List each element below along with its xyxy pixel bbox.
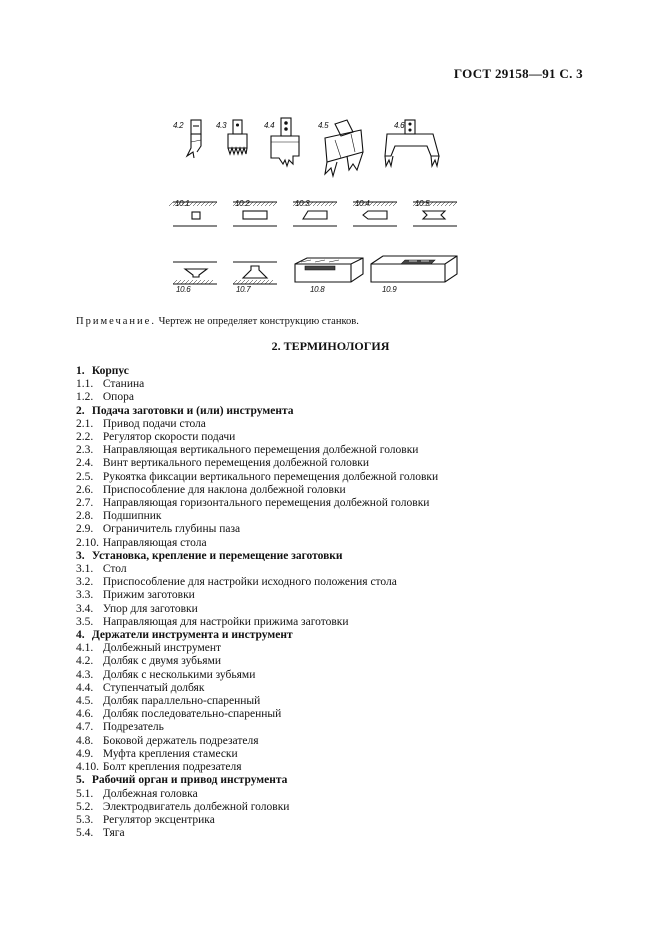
term-text: Корпус: [91, 365, 129, 377]
term-number: 2.4.: [76, 457, 94, 470]
term-number: 5.: [76, 774, 85, 787]
figure-note: [76, 316, 359, 327]
term-item: [76, 616, 576, 629]
term-text: Ступенчатый долбяк: [102, 681, 205, 694]
term-number: 4.4.: [76, 681, 94, 694]
term-number: 3.5.: [76, 615, 94, 628]
term-item: [76, 471, 576, 484]
term-number: 4.8.: [76, 734, 94, 747]
term-item: [76, 523, 576, 536]
term-item: [76, 510, 576, 523]
term-number: 2.1.: [76, 417, 94, 430]
term-item: [76, 695, 576, 708]
term-section-heading: [76, 550, 576, 563]
tool-label-4-6: 4.6: [394, 121, 405, 130]
term-text: Приспособление для настройки исходного положения стола: [102, 576, 397, 589]
term-text: Прижим заготовки: [102, 589, 195, 602]
term-item: [76, 642, 576, 655]
tool-4-4-drawing: [271, 118, 299, 166]
slot-10-6-drawing: [173, 262, 217, 284]
term-text: Направляющая стола: [102, 536, 207, 549]
slot-label-10-9: 10.9: [382, 285, 397, 294]
term-number: 2.7.: [76, 497, 94, 510]
slot-label-10-5: 10.5: [415, 199, 430, 208]
term-number: 2.6.: [76, 483, 94, 496]
tool-figure: [165, 112, 465, 302]
tool-4-2-drawing: [187, 120, 201, 158]
term-number: 4.9.: [76, 747, 94, 760]
term-text: Ограничитель глубины паза: [102, 523, 241, 536]
term-section-heading: [76, 629, 576, 642]
term-text: Опора: [102, 391, 134, 404]
term-text: Направляющая для настройки прижима заготовки: [102, 615, 349, 628]
term-item: [76, 563, 576, 576]
term-text: Болт крепления подрезателя: [102, 761, 242, 774]
term-item: [76, 801, 576, 814]
term-number: 4.6.: [76, 708, 94, 721]
term-item: [76, 497, 576, 510]
slot-row-1: [169, 199, 457, 226]
term-item: [76, 457, 576, 470]
term-text: Долбяк с двумя зубьями: [102, 655, 221, 668]
slot-10-9-drawing: [371, 256, 457, 282]
term-number: 4.: [76, 629, 85, 642]
term-number: 1.2.: [76, 391, 94, 404]
term-text: Долбежная головка: [102, 787, 198, 800]
tool-label-4-3: 4.3: [216, 121, 227, 130]
term-text: Регулятор скорости подачи: [102, 431, 236, 444]
term-number: 5.3.: [76, 813, 94, 826]
term-number: 1.: [76, 365, 85, 377]
term-number: 3.: [76, 549, 85, 562]
tool-label-4-5: 4.5: [318, 121, 329, 130]
term-text: Подшипник: [102, 510, 162, 523]
term-item: [76, 391, 576, 404]
term-number: 2.3.: [76, 444, 94, 457]
term-text: Рабочий орган и привод инструмента: [91, 774, 288, 787]
term-item: [76, 761, 576, 774]
term-text: Станина: [102, 378, 145, 391]
term-number: 2.9.: [76, 523, 94, 536]
term-item: [76, 748, 576, 761]
term-number: 2.8.: [76, 510, 94, 523]
term-number: 4.7.: [76, 721, 94, 734]
term-text: Боковой держатель подрезателя: [102, 734, 259, 747]
term-number: 4.3.: [76, 668, 94, 681]
term-item: [76, 378, 576, 391]
term-text: Приспособление для наклона долбежной головки: [102, 483, 346, 496]
note-text: Чертеж не определяет конструкцию станков.: [158, 316, 359, 327]
term-text: Направляющая горизонтального перемещения долбежной головки: [102, 497, 430, 510]
term-number: 2.5.: [76, 470, 94, 483]
term-item: [76, 484, 576, 497]
slot-label-10-2: 10.2: [235, 199, 250, 208]
slot-10-8-drawing: [295, 258, 363, 282]
tool-4-3-drawing: [228, 120, 247, 154]
tool-4-5-drawing: [325, 120, 363, 176]
slot-label-10-4: 10.4: [355, 199, 370, 208]
term-item: [76, 418, 576, 431]
term-text: Долбежный инструмент: [102, 642, 222, 655]
document-header: ГОСТ 29158—91 С. 3: [453, 66, 583, 81]
tool-label-4-4: 4.4: [264, 121, 275, 130]
slot-label-10-8: 10.8: [310, 285, 325, 294]
term-item: [76, 788, 576, 801]
tool-label-4-2: 4.2: [173, 121, 184, 130]
term-number: 2.2.: [76, 431, 94, 444]
term-text: Упор для заготовки: [102, 602, 198, 615]
term-text: Направляющая вертикального перемещения долбежной головки: [102, 444, 419, 457]
term-number: 2.10.: [76, 536, 99, 549]
term-text: Установка, крепление и перемещение заготовки: [91, 549, 343, 562]
term-item: [76, 721, 576, 734]
term-text: Муфта крепления стамески: [102, 747, 238, 760]
term-number: 3.1.: [76, 563, 94, 576]
term-number: 5.4.: [76, 827, 94, 840]
term-section-heading: [76, 405, 576, 418]
term-item: [76, 682, 576, 695]
slot-row-2: [173, 256, 457, 284]
note-label: Примечание.: [76, 316, 156, 327]
term-text: Долбяк последовательно-спаренный: [102, 708, 282, 721]
term-text: Рукоятка фиксации вертикального перемещения долбежной головки: [102, 470, 439, 483]
section-title: 2. ТЕРМИНОЛОГИЯ: [271, 339, 390, 353]
term-item: [76, 655, 576, 668]
term-number: 4.2.: [76, 655, 94, 668]
term-number: 3.2.: [76, 576, 94, 589]
slot-10-7-drawing: [233, 262, 277, 284]
terminology-list: [76, 365, 576, 840]
slot-label-10-1: 10.1: [175, 199, 190, 208]
term-item: [76, 589, 576, 602]
term-number: 4.1.: [76, 642, 94, 655]
term-number: 3.3.: [76, 589, 94, 602]
term-text: Держатели инструмента и инструмент: [91, 629, 293, 642]
term-item: [76, 576, 576, 589]
term-text: Подача заготовки и (или) инструмента: [91, 404, 294, 417]
term-text: Электродвигатель долбежной головки: [102, 800, 290, 813]
term-text: Регулятор эксцентрика: [102, 813, 215, 826]
term-item: [76, 603, 576, 616]
term-text: Подрезатель: [102, 721, 164, 734]
term-item: [76, 669, 576, 682]
term-text: Стол: [102, 563, 127, 576]
term-number: 3.4.: [76, 602, 94, 615]
term-item: [76, 735, 576, 748]
term-section-heading: [76, 774, 576, 787]
term-number: 2.: [76, 404, 85, 417]
term-item: [76, 814, 576, 827]
term-text: Привод подачи стола: [102, 417, 206, 430]
term-number: 4.10.: [76, 761, 99, 774]
slot-label-10-3: 10.3: [295, 199, 310, 208]
term-text: Долбяк параллельно-спаренный: [102, 695, 261, 708]
term-item: [76, 708, 576, 721]
term-item: [76, 444, 576, 457]
term-item: [76, 431, 576, 444]
term-text: Винт вертикального перемещения долбежной головки: [102, 457, 370, 470]
term-item: [76, 537, 576, 550]
term-number: 5.1.: [76, 787, 94, 800]
slot-label-10-7: 10.7: [236, 285, 251, 294]
term-number: 1.1.: [76, 378, 94, 391]
term-number: 5.2.: [76, 800, 94, 813]
term-section-heading: [76, 365, 576, 378]
term-number: 4.5.: [76, 695, 94, 708]
term-text: Долбяк с несколькими зубьями: [102, 668, 256, 681]
term-item: [76, 827, 576, 840]
slot-label-10-6: 10.6: [176, 285, 191, 294]
term-text: Тяга: [102, 827, 125, 840]
